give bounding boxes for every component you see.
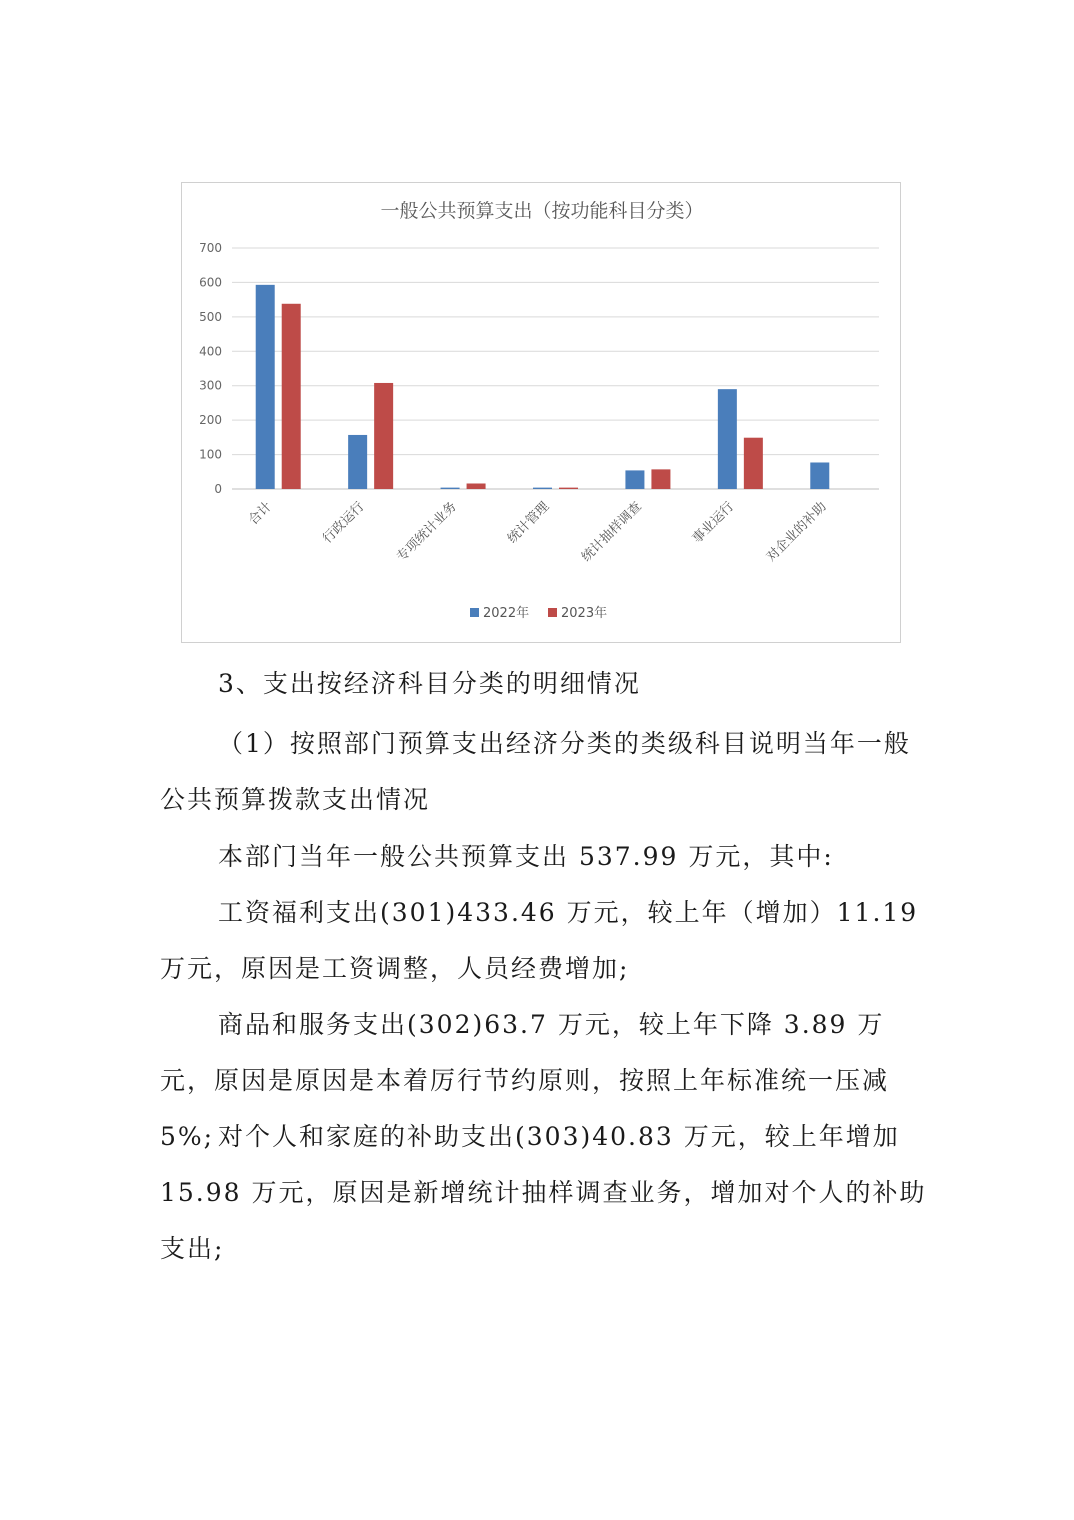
bar-2023年 <box>651 469 670 489</box>
legend-swatch <box>470 608 479 617</box>
legend-label: 2022年 <box>483 606 530 621</box>
legend-swatch <box>548 608 557 617</box>
y-tick-label: 300 <box>199 378 222 393</box>
bar-2022年 <box>348 435 367 489</box>
expenditure-bar-chart <box>181 182 901 643</box>
chart-legend <box>470 605 607 621</box>
bar-2023年 <box>467 483 486 489</box>
x-category-label: 合计 <box>246 499 276 529</box>
y-tick-label: 700 <box>199 241 222 255</box>
x-category-label: 事业运行 <box>689 499 738 547</box>
y-tick-label: 100 <box>199 447 222 462</box>
y-tick-label: 0 <box>214 482 222 496</box>
bar-2023年 <box>744 438 763 489</box>
y-tick-label: 600 <box>199 275 222 290</box>
legend-label: 2023年 <box>561 606 608 621</box>
y-axis-ticks <box>199 241 222 496</box>
bar-2023年 <box>374 383 393 489</box>
chart-grid <box>232 248 879 489</box>
bar-2022年 <box>533 488 552 489</box>
y-tick-label: 500 <box>199 309 222 324</box>
paragraph-household-subsidy: 对个人和家庭的补助支出(303)40.83 万元，较上年增加 15.98 万元，原因是新增统计抽样调查业务，增加对个人的补助支出; <box>160 1122 927 1263</box>
y-tick-label: 200 <box>199 413 222 428</box>
paragraph-total-expenditure: 本部门当年一般公共预算支出 537.99 万元，其中: <box>218 842 834 871</box>
x-category-label: 统计管理 <box>504 499 553 547</box>
x-category-label: 专项统计业务 <box>394 499 460 565</box>
bar-2022年 <box>625 470 644 489</box>
section-heading: 3、支出按经济科目分类的明细情况 <box>218 669 641 698</box>
chart-title: 一般公共预算支出（按功能科目分类） <box>380 200 704 222</box>
chart-bars <box>256 285 830 489</box>
bar-2023年 <box>282 304 301 489</box>
paragraph-budget-category: （1）按照部门预算支出经济分类的类级科目说明当年一般公共预算拨款支出情况 <box>160 729 911 814</box>
paragraph-goods-services: 商品和服务支出(302)63.7 万元，较上年下降 3.89 万元，原因是原因是本着厉行节约原则，按照上年标准统一压减 5%; <box>160 1010 890 1151</box>
bar-2023年 <box>559 488 578 489</box>
bar-2022年 <box>718 389 737 489</box>
x-category-label: 对企业的补助 <box>763 499 830 565</box>
bar-2022年 <box>256 285 275 489</box>
y-tick-label: 400 <box>199 344 222 359</box>
paragraph-wage-welfare: 工资福利支出(301)433.46 万元，较上年（增加）11.19 万元，原因是工资调整，人员经费增加; <box>160 898 919 983</box>
chart-canvas <box>182 183 902 644</box>
x-axis-labels <box>245 499 829 565</box>
bar-2022年 <box>441 488 460 489</box>
x-category-label: 统计抽样调查 <box>578 499 645 565</box>
x-category-label: 行政运行 <box>320 499 368 547</box>
bar-2022年 <box>810 462 829 489</box>
